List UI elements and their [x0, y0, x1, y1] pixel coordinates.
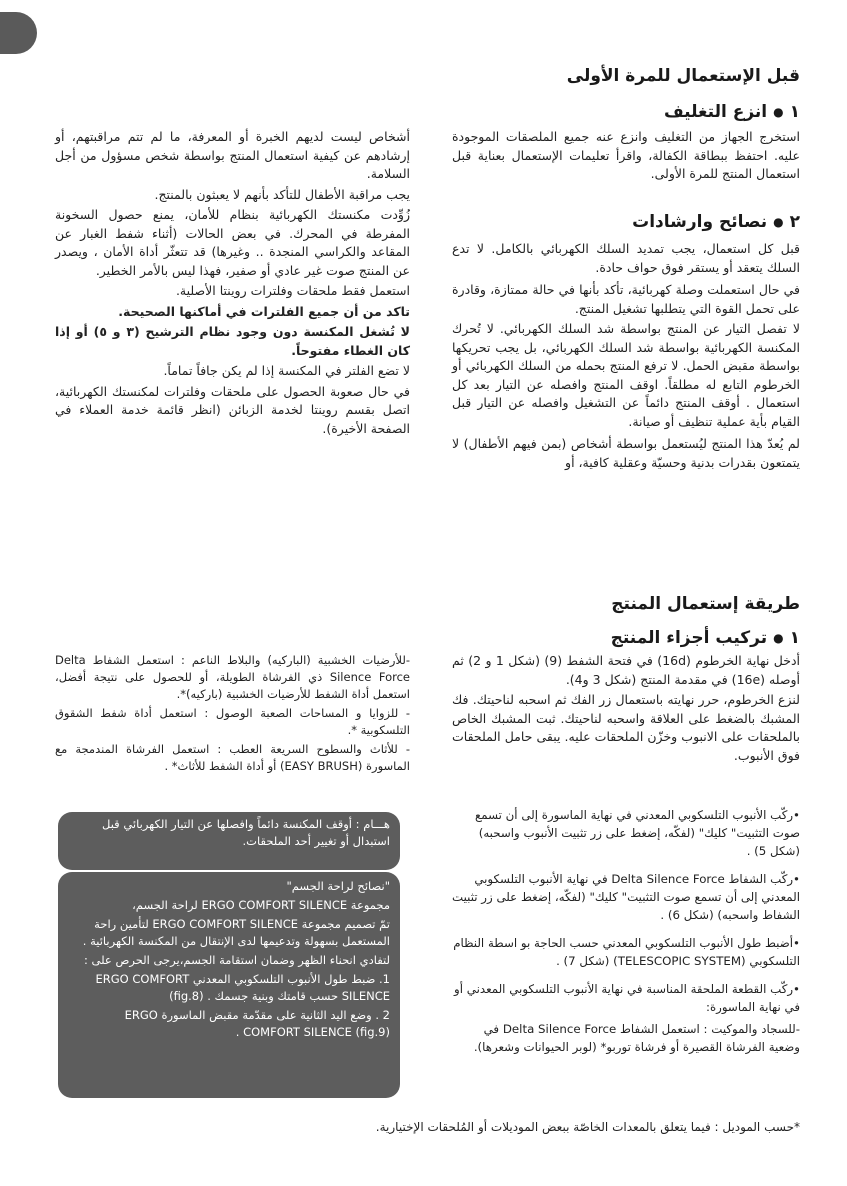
accessory-item: - للأثاث والسطوح السريعة العطب : استعمل الفرشاة المندمجة مع الماسورة (EASY BRUSH) أو أداة الشفط للأثاث* . — [55, 742, 410, 773]
comfort-paragraph: تمّ تصميم مجموعة ERGO COMFORT SILENCE لتأمين راحة المستعمل بسهولة وتدعيمها لدى الإنتقال من المكنسة الكهربائية . — [82, 917, 390, 948]
comfort-tips-box — [58, 872, 400, 1098]
page-marker — [0, 12, 37, 54]
assembly-body — [452, 652, 800, 767]
comfort-paragraph: لتفادي انحناء الظهر وضمان استقامة الجسم،يرجى الحرص على : — [84, 953, 390, 967]
step-item: •ركّب الشفاط Delta Silence Force في نهاية الأنبوب التلسكوبي المعدني إلى أن تسمع صوت التثبيت" كليك" (لفكّه، إضغط على زر تثبيت الشفاط واسحبه) (شكل 6) . — [452, 872, 800, 922]
comfort-paragraph: 2 . وضع اليد الثانية على مقدّمة مقبض الماسورة ERGO COMFORT SILENCE (fig.9) . — [124, 1008, 390, 1039]
section1-heading: ١●انزع التغليف — [663, 102, 800, 122]
tip-paragraph: قبل كل استعمال، يجب تمديد السلك الكهربائي بالكامل. لا تدع السلك يتعقد أو يستقر فوق حواف حادة. — [452, 241, 800, 275]
comfort-paragraph: 1. ضبط طول الأنبوب التلسكوبي المعدني ERGO COMFORT SILENCE حسب قامتك وبنية جسمك . (fig.8) — [95, 972, 390, 1003]
tip-paragraph: لم يُعدّ هذا المنتج ليُستعمل بواسطة أشخاص (بمن فيهم الأطفال) لا يتمتعون بقدرات بدنية وحسيّة وعقلية كافية، أو — [452, 436, 800, 470]
section1-body — [452, 128, 800, 186]
section2-heading: ٢●نصائح وارشادات — [632, 212, 800, 232]
assembly-paragraph: أدخل نهاية الخرطوم (16d) في فتحة الشفط (9) (شكل 1 و 2) ثم أوصله (16e) في مقدمة المنتج (شكل 3 و4). — [452, 653, 801, 687]
section1-number: ١ — [789, 102, 800, 122]
usage-title: طريقة إستعمال المنتج — [611, 594, 800, 614]
important-note-text: هـــام : أوقف المكنسة دائماً وافصلها عن التيار الكهربائي قبل استبدال أو تغيير أحد الملحقات. — [102, 817, 390, 848]
carpet-instruction: -للسجاد والموكيت : استعمل الشفاط Delta Silence Force في وضعية الفرشاة القصيرة أو فرشاة توربو* (لوبر الحيوانات وشعرها). — [473, 1022, 800, 1054]
assembly-steps — [452, 806, 800, 1066]
section1-text: استخرج الجهاز من التغليف وانزع عنه جميع الملصقات الموجودة عليه. احتفظ ببطاقة الكفالة، واقرأ تعليمات الإستعمال بعناية قبل استعمال المنتج للمرة الأولى. — [452, 129, 800, 181]
safety-paragraph: استعمل فقط ملحقات وفلترات روينتا الأصلية. — [175, 283, 410, 298]
step-item: •ركّب الأنبوب التلسكوبي المعدني في نهاية الماسورة إلى أن تسمع صوت التثبيت" كليك" (لفكّه، إضغط على زر تثبيت الأنبوب واسحبه) (شكل 5) . — [474, 808, 800, 858]
tip-paragraph: لا تفصل التيار عن المنتج بواسطة شد السلك الكهربائي. لا تُحرك المكنسة الكهربائية بواسطة شد السلك الكهربائي، بل يجب تحريكها بواسطة مقبض الحمل. لا ترفع المنتج بحمله من السلك الكهربائي أو الخرطوم التابع له مطلقاً. اوقف المنتج وافصله عن التيار بعد كل استعمال . أوقف المنتج دائماً عن التشغيل وافصله عن التيار قبل القيام بأية عملية تنظيف أو صيانة. — [452, 321, 800, 429]
safety-paragraph: يجب مراقبة الأطفال للتأكد بأنهم لا يعبثون بالمنتج. — [154, 186, 410, 202]
step-item: •أضبط طول الأنبوب التلسكوبي المعدني حسب الحاجة بو اسطة النظام التلسكوبي (TELESCOPIC SYSTEM) (شكل 7) . — [453, 936, 800, 968]
assembly-heading: ١●تركيب أجزاء المنتج — [610, 628, 800, 648]
section2-body — [452, 240, 800, 474]
comfort-title: "نصائح لراحة الجسم" — [286, 879, 390, 893]
accessory-item: - للزوايا و المساحات الصعبة الوصول : استعمل أداة شفط الشقوق التلسكوبية *. — [55, 706, 410, 737]
accessory-item: -للأرضيات الخشبية (الباركيه) والبلاط الناعم : استعمل الشفاط Delta Silence Force ذي الفرشاة الطويلة، أو للحصول على نتيجة أفضل، استعمل أداة الشفط للأرضيات الخشبية (باركيه)*. — [55, 653, 410, 701]
before-use-title: قبل الإستعمال للمرة الأولى — [566, 66, 800, 86]
comfort-paragraph: مجموعة ERGO COMFORT SILENCE لراحة الجسم، — [132, 898, 390, 912]
step-item: •ركّب القطعة الملحقة المناسبة في نهاية الأنبوب التلسكوبي المعدني أو في نهاية الماسورة: — [454, 982, 800, 1014]
filtration-warning: لا تُشغل المكنسة دون وجود نظام الترشيح (٣ و ٥) أو إذا كان الغطاء مفتوحاً. — [55, 324, 410, 358]
section2-number: ٢ — [789, 212, 800, 232]
safety-paragraph: لا تضع الفلتر في المكنسة إذا لم يكن جافاً تماماً. — [163, 363, 410, 378]
filters-warning: تاكد من أن جميع الفلترات في أماكنها الصحيحة. — [118, 303, 410, 319]
safety-paragraph: زُوِّدت مكنستك الكهربائية بنظام للأمان، يمنع حصول السخونة المفرطة في المحرك. في بعض الحالات (أثناء شفط الغبار عن المقاعد والكراسي المنجدة .. وغيرها) قد تتعثّر أداة الأمان ، ويصدر عن المنتج صوت غير عادي أو صفير، فهذا ليس بالأمر الخطير. — [55, 207, 410, 278]
assembly-title: تركيب أجزاء المنتج — [610, 628, 768, 648]
safety-paragraph: في حال صعوبة الحصول على ملحقات وفلترات لمكنستك الكهربائية، اتصل بقسم روينتا لخدمة الزبائن (انظر قائمة خدمة العملاء في الصفحة الأخيرة). — [55, 383, 410, 436]
safety-continued — [55, 128, 410, 440]
footnote: *حسب الموديل : فيما يتعلق بالمعدات الخاصّة ببعض الموديلات أو المُلحقات الإختيارية. — [375, 1120, 800, 1134]
accessory-uses — [55, 652, 410, 777]
section2-title: نصائح وارشادات — [632, 212, 768, 232]
safety-paragraph: أشخاص ليست لديهم الخبرة أو المعرفة، ما لم تتم مراقبتهم، أو إرشادهم عن كيفية استعمال المنتج بواسطة شخص مسؤول من أجل السلامة. — [55, 129, 410, 181]
important-note-box — [58, 812, 400, 870]
assembly-number: ١ — [789, 628, 800, 648]
section1-title: انزع التغليف — [663, 102, 768, 122]
tip-paragraph: في حال استعملت وصلة كهربائية، تأكد بأنها في حالة ممتازة، وقادرة على تحمل القوة التي يتطلبها تشغيل المنتج. — [452, 282, 800, 316]
hose-removal-paragraph: لنزع الخرطوم، حرر نهايته باستعمال زر الفك ثم اسحبه لناحيتك. فك المشبك بالضغط على العلاقة واسحبه لناحيتك. ثبت المشبك الخاص بالملحقات على الانبوب وخزّن الملحقات عليه. يبقى حامل الملحقات فوق الأنبوب. — [452, 692, 800, 763]
